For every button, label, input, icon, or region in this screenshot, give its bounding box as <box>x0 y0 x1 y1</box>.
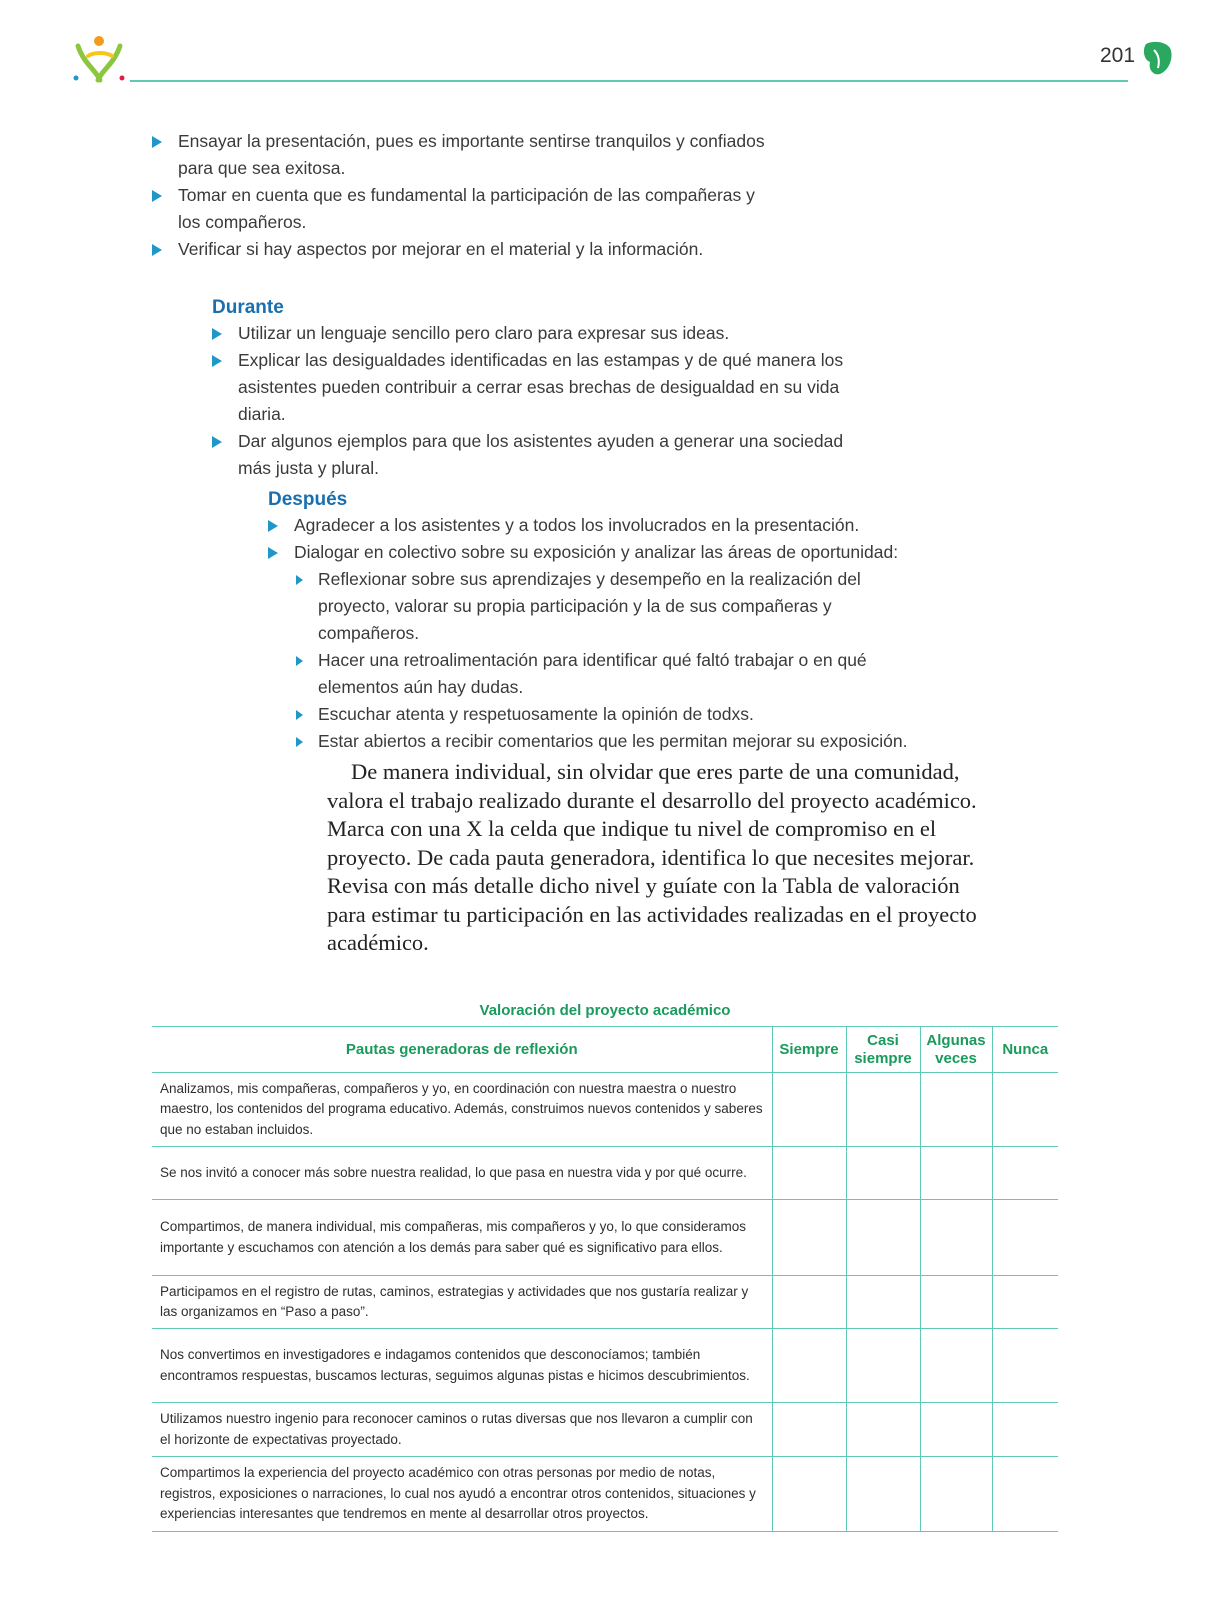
list-item: Dialogar en colectivo sobre su exposición y analizar las áreas de oportunidad: <box>266 539 906 566</box>
header-casi-siempre: Casi siempre <box>846 1027 920 1073</box>
rating-cell-nunca[interactable] <box>992 1073 1058 1147</box>
list-item: Escuchar atenta y respetuosamente la opinión de todxs. <box>294 701 914 728</box>
assessment-table <box>152 1026 1058 1532</box>
durante-heading: Durante <box>212 297 284 318</box>
bullet-marker-icon <box>296 575 303 585</box>
rating-cell-siempre[interactable] <box>772 1073 846 1147</box>
rating-cell-nunca[interactable] <box>992 1403 1058 1457</box>
list-item: Hacer una retroalimentación para identificar qué faltó trabajar o en qué elementos aún hay dudas. <box>294 647 914 701</box>
bullet-marker-icon <box>296 710 303 720</box>
bullet-marker-icon <box>296 656 303 666</box>
list-item: Tomar en cuenta que es fundamental la participación de las compañeras y los compañeros. <box>150 182 770 236</box>
rating-cell-casi-siempre[interactable] <box>846 1073 920 1147</box>
instruction-paragraph: De manera individual, sin olvidar que eres parte de una comunidad, valora el trabajo realizado durante el desarrollo del proyecto académico. Marca con una X la celda que indique tu nivel de compromiso en el proyecto. De cada pauta generadora, identifica lo que necesites mejorar. Revisa con más detalle dicho nivel y guíate con la Tabla de valoración para estimar tu participación en las actividades realizadas en el proyecto académico. <box>327 759 977 955</box>
rating-cell-nunca[interactable] <box>992 1329 1058 1403</box>
bullet-marker-icon <box>212 328 222 340</box>
despues-bullet-list <box>266 512 906 566</box>
bullet-marker-icon <box>268 547 278 559</box>
page-number: 201 <box>1100 44 1136 67</box>
rating-cell-casi-siempre[interactable] <box>846 1276 920 1329</box>
pauta-text: Se nos invitó a conocer más sobre nuestra realidad, lo que pasa en nuestra vida y por qué ocurre. <box>152 1147 772 1200</box>
bullet-marker-icon <box>212 436 222 448</box>
pauta-text: Utilizamos nuestro ingenio para reconocer caminos o rutas diversas que nos llevaron a cumplir con el horizonte de expectativas proyectado. <box>152 1403 772 1457</box>
rating-cell-nunca[interactable] <box>992 1147 1058 1200</box>
despues-heading: Después <box>268 489 348 510</box>
rating-cell-algunas-veces[interactable] <box>920 1329 992 1403</box>
rating-cell-algunas-veces[interactable] <box>920 1147 992 1200</box>
rating-cell-casi-siempre[interactable] <box>846 1200 920 1276</box>
header-algunas-veces: Algunas veces <box>920 1027 992 1073</box>
header-siempre: Siempre <box>772 1027 846 1073</box>
list-item: Utilizar un lenguaje sencillo pero claro para expresar sus ideas. <box>210 320 880 347</box>
rating-cell-casi-siempre[interactable] <box>846 1329 920 1403</box>
despues-sub-bullet-list <box>294 566 914 755</box>
page-corner-icon <box>1140 40 1174 76</box>
rating-cell-algunas-veces[interactable] <box>920 1276 992 1329</box>
table-row <box>152 1147 1058 1200</box>
list-item: Verificar si hay aspectos por mejorar en el material y la información. <box>150 236 770 263</box>
header-pautas: Pautas generadoras de reflexión <box>152 1027 772 1073</box>
rating-cell-casi-siempre[interactable] <box>846 1403 920 1457</box>
table-row <box>152 1329 1058 1403</box>
pauta-text: Compartimos la experiencia del proyecto académico con otras personas por medio de notas, registros, exposiciones o narraciones, lo cual nos ayudó a encontrar otros contenidos, situaciones y experiencias interesantes que tendremos en mente al desarrollar otros proyectos. <box>152 1457 772 1532</box>
intro-bullet-list <box>150 128 770 263</box>
bullet-marker-icon <box>212 355 222 367</box>
header-rule <box>130 80 1128 82</box>
table-row <box>152 1073 1058 1147</box>
pauta-text: Analizamos, mis compañeras, compañeros y yo, en coordinación con nuestra maestra o nuestro maestro, los contenidos del programa educativo. Además, construimos nuevos contenidos y saberes que no estaban incluidos. <box>152 1073 772 1147</box>
bullet-marker-icon <box>152 190 162 202</box>
bullet-marker-icon <box>152 136 162 148</box>
bullet-marker-icon <box>296 737 303 747</box>
pauta-text: Nos convertimos en investigadores e indagamos contenidos que desconocíamos; también encontramos respuestas, buscamos lecturas, seguimos algunas pistas e hicimos descubrimientos. <box>152 1329 772 1403</box>
rating-cell-casi-siempre[interactable] <box>846 1457 920 1532</box>
list-item: Ensayar la presentación, pues es importante sentirse tranquilos y confiados para que sea exitosa. <box>150 128 770 182</box>
rating-cell-algunas-veces[interactable] <box>920 1403 992 1457</box>
rating-cell-nunca[interactable] <box>992 1276 1058 1329</box>
pauta-text: Compartimos, de manera individual, mis compañeras, mis compañeros y yo, lo que consideramos importante y escuchamos con atención a los demás para saber qué es significativo para ellos. <box>152 1200 772 1276</box>
publisher-logo-icon <box>70 32 130 86</box>
list-item: Reflexionar sobre sus aprendizajes y desempeño en la realización del proyecto, valorar su propia participación y la de sus compañeras y compañeros. <box>294 566 914 647</box>
rating-cell-siempre[interactable] <box>772 1276 846 1329</box>
table-row <box>152 1403 1058 1457</box>
rating-cell-algunas-veces[interactable] <box>920 1073 992 1147</box>
rating-cell-siempre[interactable] <box>772 1147 846 1200</box>
rating-cell-casi-siempre[interactable] <box>846 1147 920 1200</box>
list-item: Explicar las desigualdades identificadas en las estampas y de qué manera los asistentes pueden contribuir a cerrar esas brechas de desigualdad en su vida diaria. <box>210 347 880 428</box>
list-item: Agradecer a los asistentes y a todos los involucrados en la presentación. <box>266 512 906 539</box>
list-item: Estar abiertos a recibir comentarios que les permitan mejorar su exposición. <box>294 728 914 755</box>
pauta-text: Participamos en el registro de rutas, caminos, estrategias y actividades que nos gustaría realizar y las organizamos en “Paso a paso”. <box>152 1276 772 1329</box>
table-row <box>152 1276 1058 1329</box>
rating-cell-nunca[interactable] <box>992 1457 1058 1532</box>
table-row <box>152 1200 1058 1276</box>
rating-cell-nunca[interactable] <box>992 1200 1058 1276</box>
table-title: Valoración del proyecto académico <box>479 1002 731 1019</box>
rating-cell-siempre[interactable] <box>772 1200 846 1276</box>
rating-cell-siempre[interactable] <box>772 1329 846 1403</box>
rating-cell-algunas-veces[interactable] <box>920 1457 992 1532</box>
bullet-marker-icon <box>268 520 278 532</box>
header-nunca: Nunca <box>992 1027 1058 1073</box>
list-item: Dar algunos ejemplos para que los asistentes ayuden a generar una sociedad más justa y plural. <box>210 428 880 482</box>
rating-cell-siempre[interactable] <box>772 1403 846 1457</box>
table-header-row <box>152 1027 1058 1073</box>
rating-cell-siempre[interactable] <box>772 1457 846 1532</box>
rating-cell-algunas-veces[interactable] <box>920 1200 992 1276</box>
table-row <box>152 1457 1058 1532</box>
bullet-marker-icon <box>152 244 162 256</box>
durante-bullet-list <box>210 320 880 482</box>
